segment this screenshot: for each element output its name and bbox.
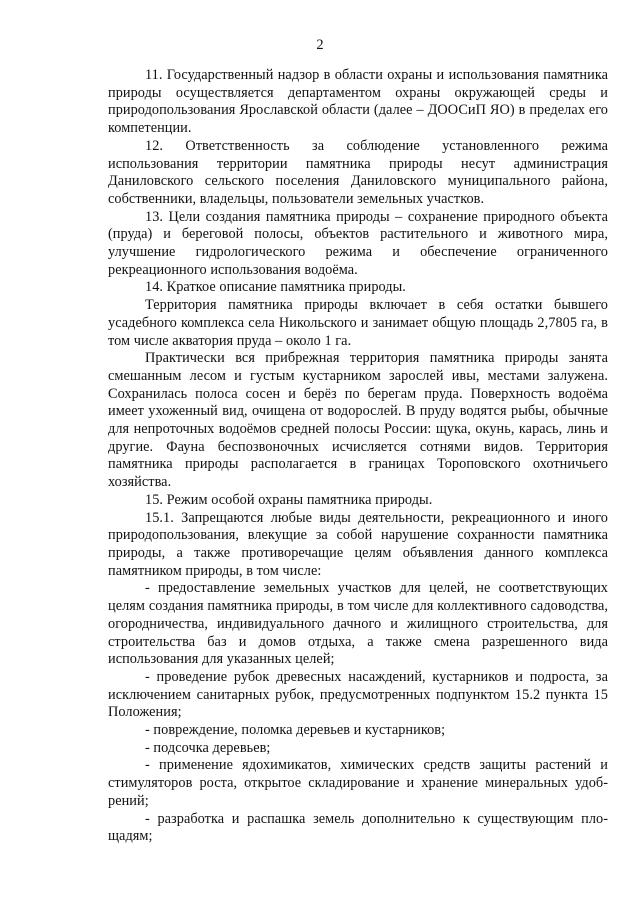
paragraph-15-1-prohibitions: 15.1. Запрещаются любые виды деятельности, рекреационного и иного природопользования, влекущие за собой нарушение сохранности памятника природы, а также противоречащие целям объявления данного комплекса памятником природы, в том числе: xyxy=(108,509,608,579)
page-number: 2 xyxy=(316,37,324,53)
paragraph-territory-area: Территория памятника природы включает в себя остатки бывшего усадебного комплекса села Никольского и занимает общую площадь 2,7805 га, в том числе акватория пруда – около 1 га. xyxy=(108,297,608,349)
paragraph-12-responsibility: 12. Ответственность за соблюдение установленного режима использования территории памятника природы несут администрация Даниловского сельского поселения Даниловского муниципального района, собственники, владельцы, пользователи земельных участков. xyxy=(108,137,608,207)
list-item-tree-damage: - повреждение, поломка деревьев и кустарников; xyxy=(145,722,446,739)
list-item-logging: - проведение рубок древесных насаждений, кустарников и подроста, за исключением санитарных рубок, предусмотренных подпунктом 15.2 пункта 15 Положения; xyxy=(108,668,608,721)
paragraph-11-state-supervision: 11. Государственный надзор в области охраны и использования памятника природы осуществляется департаментом охраны окружающей среды и природопользования Ярославской области (далее – ДООСиП ЯО) в пределах его компетенции. xyxy=(108,67,608,137)
paragraph-13-goals: 13. Цели создания памятника природы – сохранение природного объекта (пруда) и береговой полосы, объектов растительного и животного мира, улучшение гидрологического режима и обеспечение ограниченного рекреационного использования водоёма. xyxy=(108,208,608,278)
paragraph-territory-description: Практически вся прибрежная территория памятника природы занята смешанным лесом и густым кустарником зарослей ивы, местами залужена. Сохранилась полоса сосен и берёз по берегам пруда. Поверхность водоёма имеет ухоженный вид, очищена от водорослей. В пруду водятся рыбы, обычные для непроточных водоёмов средней полосы России: щука, окунь, карась, линь и другие. Фауна беспозвоночных исчисляется сотнями видов. Территория памятника природы располагается в границах Тороповского охотничьего хозяйства. xyxy=(108,350,608,491)
list-item-chemicals: - применение ядохимикатов, химических средств защиты растений и стимуляторов роста, открытое складирование и хранение минеральных удобрений; xyxy=(108,757,608,809)
paragraph-14-heading: 14. Краткое описание памятника природы. xyxy=(145,279,406,296)
list-item-ploughing: - разработка и распашка земель дополнительно к существующим площадям; xyxy=(108,810,608,845)
document-body xyxy=(108,67,608,846)
paragraph-15-heading: 15. Режим особой охраны памятника природы. xyxy=(145,491,433,508)
list-item-land-allocation: - предоставление земельных участков для целей, не соответствующих целям создания памятника природы, в том числе для коллективного садоводства, огородничества, индивидуального дачного и жилищного строительства, для строительства баз и домов отдыха, а также смена разрешенного вида использования для указанных целей; xyxy=(108,580,608,668)
list-item-tapping: - подсочка деревьев; xyxy=(145,739,271,756)
